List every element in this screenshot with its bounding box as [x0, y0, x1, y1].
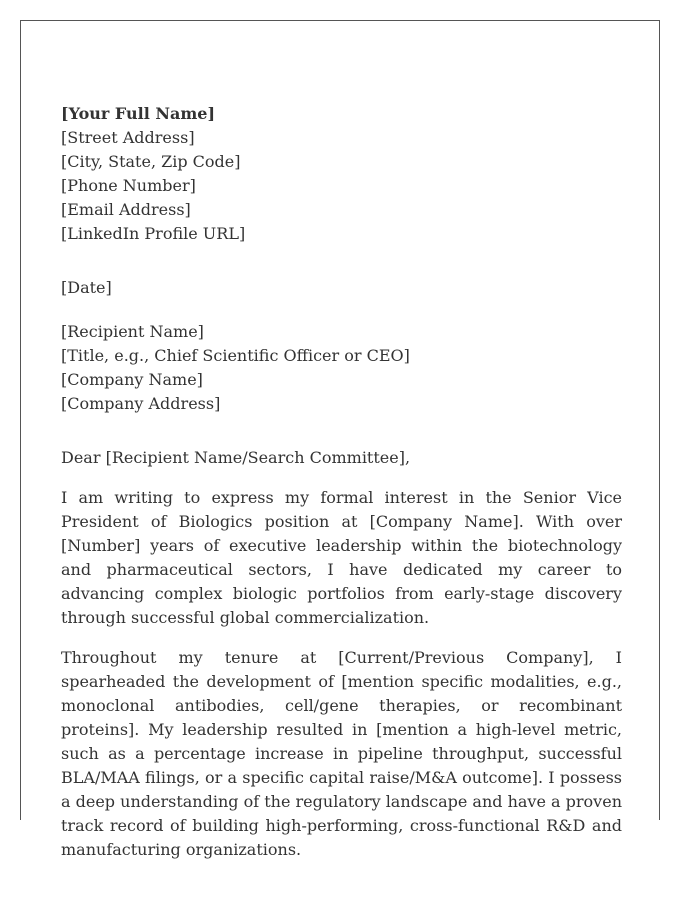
body-paragraph-2: Throughout my tenure at [Current/Previous Company], I spearheaded the development of [mention specific modalities, e.g., monoclonal antibodies, cell/gene therapies, or recombinant proteins]. My leadership resulted in [mention a high-level metric, such as a percentage increase in pipeline throughput, successful BLA/MAA filings, or a specific capital raise/M&A outcome]. I possess a deep understanding of the regulatory landscape and have a proven track record of building high-performing, cross-functional R&D and manufacturing organizations.	[61, 648, 622, 859]
sender-name: [Your Full Name]	[61, 104, 216, 123]
spacer	[61, 416, 622, 446]
sender-city-state-zip: [City, State, Zip Code]	[61, 152, 241, 171]
letter-content	[61, 102, 622, 878]
recipient-company: [Company Name]	[61, 370, 203, 389]
salutation-block	[61, 446, 622, 470]
body-paragraph-1: I am writing to express my formal interest in the Senior Vice President of Biologics position at [Company Name]. With over [Number] years of executive leadership within the biotechnology and pharmaceutical sectors, I have dedicated my career to advancing complex biologic portfolios from early-stage discovery through successful global commercialization.	[61, 488, 622, 627]
sender-block	[61, 102, 622, 246]
sender-linkedin: [LinkedIn Profile URL]	[61, 224, 246, 243]
sender-phone: [Phone Number]	[61, 176, 196, 195]
salutation: Dear [Recipient Name/Search Committee],	[61, 448, 411, 467]
document-page	[20, 20, 660, 859]
spacer	[61, 300, 622, 320]
spacer	[61, 470, 622, 486]
letter-date: [Date]	[61, 278, 112, 297]
recipient-name: [Recipient Name]	[61, 322, 204, 341]
date-block	[61, 276, 622, 300]
recipient-title: [Title, e.g., Chief Scientific Officer or CEO]	[61, 346, 410, 365]
sender-street: [Street Address]	[61, 128, 195, 147]
spacer	[61, 246, 622, 276]
sender-email: [Email Address]	[61, 200, 191, 219]
recipient-address: [Company Address]	[61, 394, 221, 413]
recipient-block	[61, 320, 622, 416]
